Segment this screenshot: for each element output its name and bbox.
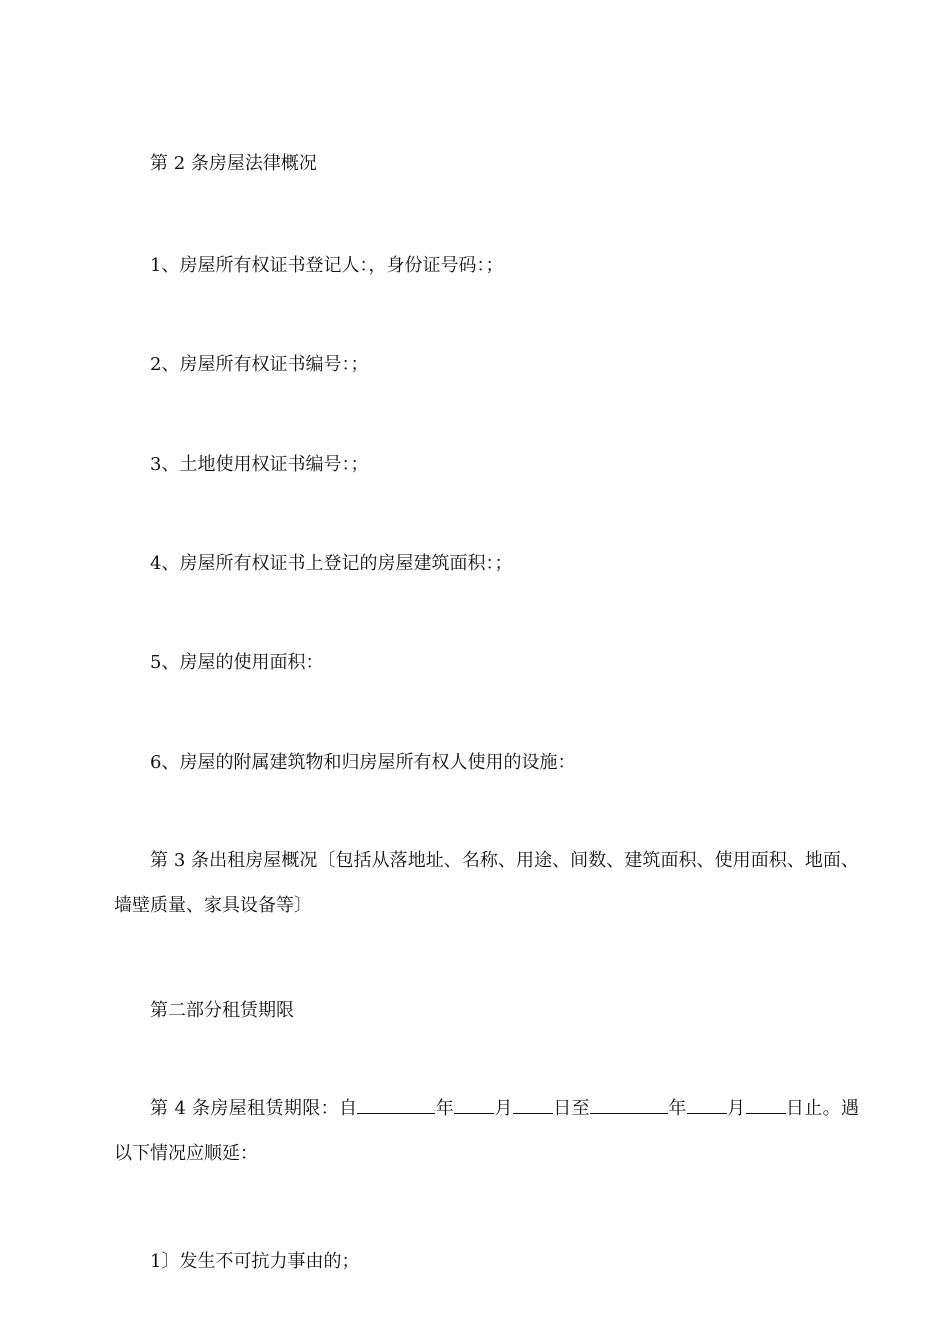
section-4-prefix: 第 4 条房屋租赁期限：自 [150, 1098, 358, 1119]
start-day-to-label: 日至 [552, 1098, 591, 1119]
start-month-blank [454, 1097, 494, 1114]
start-year-label: 年 [435, 1098, 455, 1119]
legal-item-4: 4、房屋所有权证书上登记的房屋建筑面积：； [150, 553, 513, 574]
end-year-label: 年 [668, 1098, 687, 1119]
section-3-paragraph: 第 3 条出租房屋概况〔包括从落地址、名称、用途、间数、建筑面积、使用面积、地面、墙壁质量、家具设备等〕 [114, 850, 859, 916]
extension-item-1: 1〕发生不可抗力事由的； [150, 1251, 360, 1272]
end-month-label: 月 [726, 1098, 746, 1119]
legal-item-5: 5、房屋的使用面积： [150, 652, 324, 673]
legal-item-1: 1、房屋所有权证书登记人：，身份证号码：； [150, 255, 504, 276]
section-2-title: 第 2 条房屋法律概况 [150, 153, 317, 174]
part-2-title: 第二部分租赁期限 [150, 1000, 294, 1021]
legal-item-2: 2、房屋所有权证书编号：； [150, 354, 369, 375]
start-month-label: 月 [494, 1098, 513, 1119]
start-day-blank [513, 1097, 553, 1114]
legal-item-3: 3、土地使用权证书编号：； [150, 454, 369, 475]
end-month-blank [687, 1097, 727, 1114]
start-year-blank [357, 1097, 435, 1114]
end-year-blank [590, 1097, 668, 1114]
section-4-paragraph [114, 1086, 859, 1176]
end-day-blank [746, 1097, 786, 1114]
legal-item-6: 6、房屋的附属建筑物和归房屋所有权人使用的设施： [150, 752, 576, 773]
end-day-label: 日止。遇以下情况应顺延： [114, 1098, 860, 1164]
